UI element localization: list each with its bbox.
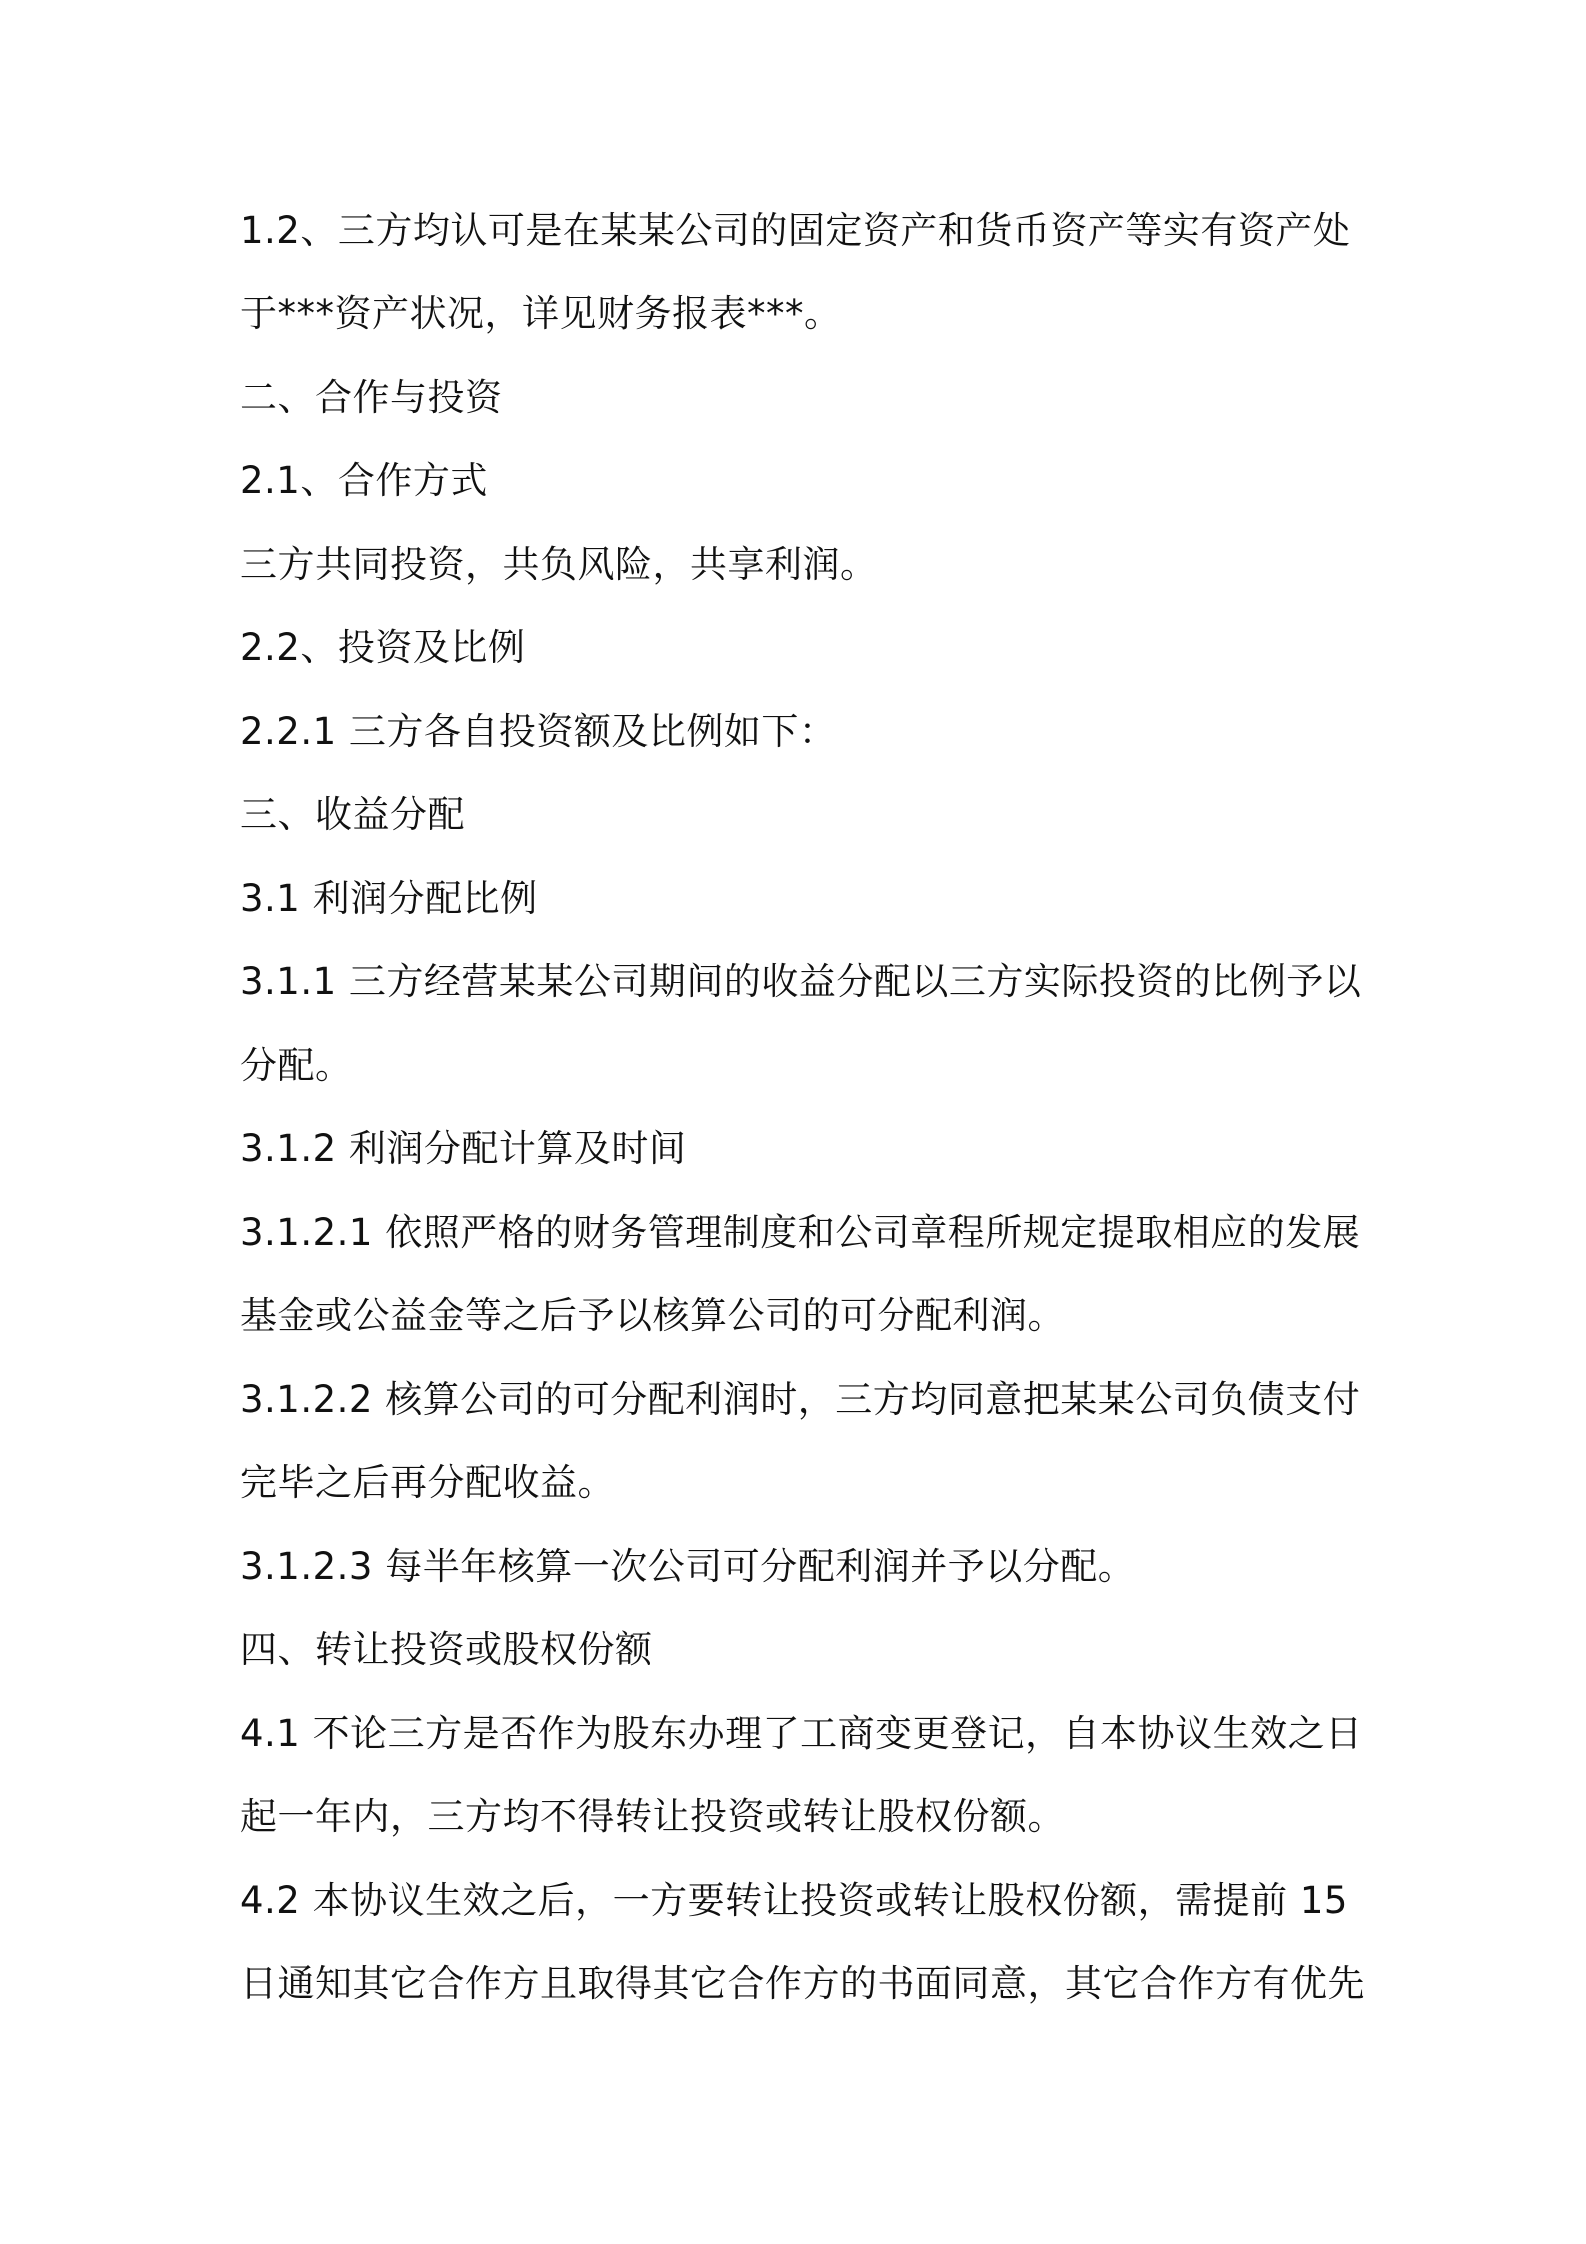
text-line: 4.2 本协议生效之后，一方要转让投资或转让股权份额，需提前 15 bbox=[240, 1879, 1348, 1922]
section-heading: 二、合作与投资 bbox=[240, 376, 503, 419]
subsection-heading: 2.2、投资及比例 bbox=[240, 626, 526, 669]
section-heading: 四、转让投资或股权份额 bbox=[240, 1628, 653, 1671]
text-line: 完毕之后再分配收益。 bbox=[240, 1461, 615, 1504]
text-line: 基金或公益金等之后予以核算公司的可分配利润。 bbox=[240, 1294, 1065, 1337]
text-line: 1.2、三方均认可是在某某公司的固定资产和货币资产等实有资产处 bbox=[240, 209, 1351, 252]
text-line: 3.1.2.2 核算公司的可分配利润时，三方均同意把某某公司负债支付 bbox=[240, 1378, 1361, 1421]
text-line: 日通知其它合作方且取得其它合作方的书面同意，其它合作方有优先 bbox=[240, 1962, 1365, 2005]
section-heading: 三、收益分配 bbox=[240, 793, 465, 836]
subsection-heading: 3.1 利润分配比例 bbox=[240, 877, 538, 920]
text-line: 起一年内，三方均不得转让投资或转让股权份额。 bbox=[240, 1795, 1065, 1838]
text-line: 3.1.2.3 每半年核算一次公司可分配利润并予以分配。 bbox=[240, 1545, 1136, 1588]
text-line: 2.2.1 三方各自投资额及比例如下： bbox=[240, 710, 837, 753]
text-line: 4.1 不论三方是否作为股东办理了工商变更登记，自本协议生效之日 bbox=[240, 1712, 1363, 1755]
text-line: 3.1.1 三方经营某某公司期间的收益分配以三方实际投资的比例予以 bbox=[240, 960, 1362, 1003]
text-line: 三方共同投资，共负风险，共享利润。 bbox=[240, 543, 878, 586]
text-line: 3.1.2.1 依照严格的财务管理制度和公司章程所规定提取相应的发展 bbox=[240, 1211, 1361, 1254]
text-line: 分配。 bbox=[240, 1044, 353, 1087]
subsection-heading: 3.1.2 利润分配计算及时间 bbox=[240, 1127, 687, 1170]
text-line: 于***资产状况，详见财务报表***。 bbox=[240, 292, 842, 335]
subsection-heading: 2.1、合作方式 bbox=[240, 459, 488, 502]
